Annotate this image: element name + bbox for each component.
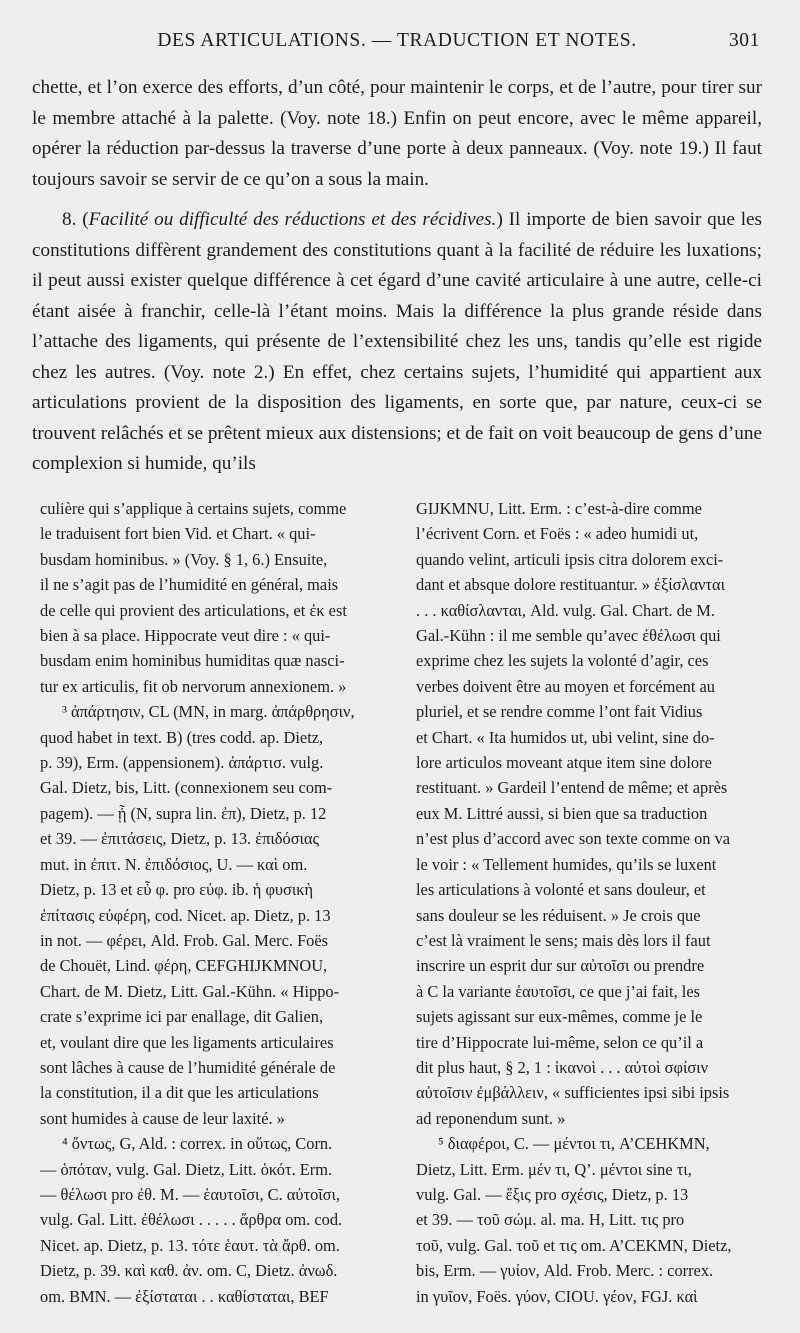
footnote-line: mut. in ἐπιτ. N. ἐπιδόσιος, U. — καὶ om. (40, 854, 308, 874)
footnote-line: Chart. de M. Dietz, Litt. Gal.-Kühn. « Hippo- (40, 981, 340, 1001)
footnote-line: sans douleur se les réduisent. » Je crois que (416, 905, 701, 925)
footnote-line: et 39. — τοῦ σώμ. al. ma. H, Litt. τις pro (416, 1210, 685, 1230)
footnote-line: busdam enim hominibus humiditas quæ nasci- (40, 651, 345, 671)
section-number: 8. ( (62, 209, 89, 230)
footnotes-left-column (40, 496, 386, 1309)
footnote-line: verbes doivent être au moyen et forcément au (416, 676, 716, 696)
footnote-line: sont humides à cause de leur laxité. » (40, 1108, 285, 1128)
footnote-line: Dietz, Litt. Erm. μέν τι, Q’. μέντοι sine τι, (416, 1159, 692, 1179)
footnote-line: . . . καθίσλανται, Ald. vulg. Gal. Chart. de M. (416, 600, 715, 620)
section-title: Facilité ou difficulté des réductions et des récidives. (88, 209, 497, 230)
footnote-line: GIJKMNU, Litt. Erm. : c’est-à-dire comme (416, 499, 702, 518)
page-number: 301 (728, 30, 760, 51)
footnote-line: tire d’Hippocrate lui-même, selon ce qu’il a (416, 1032, 704, 1052)
footnote-line: busdam hominibus. » (Voy. § 1, 6.) Ensuite, (40, 549, 328, 569)
paragraph-section-8 (32, 205, 762, 480)
footnote-line: ἐπίτασις εὐφέρη, cod. Nicet. ap. Dietz, p. 13 (40, 905, 331, 925)
footnote-line: tur ex articulis, fit ob nervorum annexionem. » (40, 676, 347, 696)
footnote-line: à C la variante ἑαυτοῖσι, ce que j’ai fait, les (416, 981, 701, 1001)
footnote-line: in not. — φέρει, Ald. Frob. Gal. Merc. Foës (40, 930, 329, 950)
footnote-line: p. 39), Erm. (appensionem). ἀπάρτισ. vulg. (40, 753, 324, 773)
footnote-line: ⁴ ὄντως, G, Ald. : correx. in οὕτως, Corn. (62, 1134, 333, 1154)
running-header (34, 30, 760, 52)
footnote-line: le voir : « Tellement humides, qu’ils se luxent (416, 854, 717, 874)
footnote-line: eux M. Littré aussi, si bien que sa traduction (416, 803, 708, 823)
footnote-line: il ne s’agit pas de l’humidité en général, mais (40, 575, 339, 595)
footnote-line: le traduisent fort bien Vid. et Chart. « qui- (40, 524, 316, 544)
footnote-line: c’est là vraiment le sens; mais dès lors il faut (416, 930, 711, 950)
footnote-line: lore articulos moveant atque item sine dolore (416, 753, 712, 773)
footnote-line: vulg. Gal. — ἕξις pro σχέσις, Dietz, p. 13 (416, 1184, 689, 1204)
footnote-line: — θέλωσι pro ἐθ. M. — ἑαυτοῖσι, C. αὐτοῖσι, (40, 1184, 341, 1204)
footnote-line: pagem). — ᾗ (N, supra lin. ἐπ), Dietz, p. 12 (40, 803, 327, 823)
paragraph-continuation: chette, et l’on exerce des efforts, d’un côté, pour maintenir le corps, et de l’autre, pour tirer sur le membre attaché à la palette. (Voy. note 18.) Enfin on peut encore, avec le même appareil, opérer la réduction par-dessus la traverse d’une porte à deux panneaux. (Voy. note 19.) Il faut toujours savoir se servir de ce qu’on a sous la main. (32, 77, 762, 190)
footnote-line: bien à sa place. Hippocrate veut dire : « qui- (40, 626, 331, 646)
footnote-line: Dietz, p. 13 et εὖ φ. pro εὐφ. ib. ἡ φυσικὴ (40, 880, 314, 900)
footnote-line: αὐτοῖσιν ἐμβάλλειν, « sufficientes ipsi sibi ipsis (416, 1083, 730, 1103)
footnote-line: l’écrivent Corn. et Foës : « adeo humidi ut, (416, 524, 699, 544)
footnotes (40, 496, 762, 1309)
main-text (32, 73, 762, 480)
footnote-line: sont lâches à cause de l’humidité générale de (40, 1057, 336, 1077)
running-title: DES ARTICULATIONS. — TRADUCTION ET NOTES. (157, 30, 637, 51)
footnote-line: inscrire un esprit dur sur αὐτοῖσι ou prendre (416, 956, 705, 976)
footnote-line: vulg. Gal. Litt. ἐθέλωσι . . . . . ἄρθρα om. cod. (40, 1210, 343, 1230)
footnote-line: τοῦ, vulg. Gal. τοῦ et τις om. A’CEKMN, Dietz, (416, 1235, 732, 1255)
footnote-line: sujets agissant sur eux-mêmes, comme je le (416, 1007, 703, 1027)
footnote-line: in γυῖον, Foës. γύον, CIOU. γέον, FGJ. καὶ (416, 1286, 698, 1306)
footnote-line: exprime chez les sujets la volonté d’agir, ces (416, 651, 709, 671)
footnote-line: culière qui s’applique à certains sujets, comme (40, 499, 347, 518)
footnote-line: Gal. Dietz, bis, Litt. (connexionem seu com- (40, 778, 333, 798)
footnote-line: les articulations à volonté et sans douleur, et (416, 880, 706, 900)
footnote-line: bis, Erm. — γυίον, Ald. Frob. Merc. : correx. (416, 1261, 714, 1281)
footnote-line: restituant. » Gardeil l’entend de même; et après (416, 778, 728, 798)
footnote-line: crate s’exprime ici par enallage, dit Galien, (40, 1007, 324, 1027)
section-text: ) Il importe de bien savoir que les constitutions diffèrent grandement des constitutions quant à la facilité de réduire les luxations; il peut aussi exister quelque différence à cet égard d’une cavité articulaire à une autre, celle-ci étant aisée à franchir, celle-là l’étant moins. Mais la différence la plus grande réside dans l’attache des ligaments, qui présente de l’extensibilité chez les uns, tandis qu’elle est rigide chez les autres. (Voy. note 2.) En effet, chez certains sujets, l’humidité qui appartient aux articulations provient de la disposition des ligaments, en sorte que, par nature, ceux-ci se trouvent relâchés et se prêtent mieux aux distensions; et de fait on voit beaucoup de gens d’une complexion si humide, qu’ils (32, 209, 763, 474)
footnote-line: ³ ἀπάρτησιν, CL (MN, in marg. ἀπάρθρησιν, (62, 702, 355, 722)
footnote-line: Dietz, p. 39. καὶ καθ. ἀν. om. C, Dietz. ἀνωδ. (40, 1261, 338, 1281)
footnote-line: la constitution, il a dit que les articulations (40, 1083, 319, 1103)
footnote-line: — ὁπόταν, vulg. Gal. Dietz, Litt. ὁκότ. Erm. (40, 1159, 333, 1179)
footnote-line: quando velint, articuli ipsis citra dolorem exci- (416, 549, 724, 569)
footnote-line: ⁵ διαφέροι, C. — μέντοι τι, A’CEHKMN, (438, 1134, 710, 1154)
footnote-line: dant et absque dolore restituantur. » ἐξίσλανται (416, 575, 726, 595)
footnote-line: om. BMN. — ἐξίσταται . . καθίσταται, BEF (40, 1286, 329, 1306)
footnote-line: et 39. — ἐπιτάσεις, Dietz, p. 13. ἐπιδόσιας (40, 829, 320, 849)
footnotes-right-column (416, 496, 762, 1309)
footnote-line: n’est plus d’accord avec son texte comme on va (416, 829, 731, 849)
footnote-line: ad reponendum sunt. » (416, 1108, 566, 1128)
footnote-line: pluriel, et se rendre comme l’ont fait Vidius (416, 702, 703, 722)
footnote-line: et Chart. « Ita humidos ut, ubi velint, sine do- (416, 727, 715, 747)
footnote-line: Gal.-Kühn : il me semble qu’avec ἐθέλωσι qui (416, 626, 721, 646)
footnote-line: Nicet. ap. Dietz, p. 13. τότε ἑαυτ. τὰ ἄρθ. om. (40, 1235, 340, 1255)
footnote-line: de Chouët, Lind. φέρη, CEFGHIJKMNOU, (40, 956, 328, 976)
footnote-line: dit plus haut, § 2, 1 : ἱκανοὶ . . . αὐτοὶ σφίσιν (416, 1057, 709, 1077)
footnote-line: de celle qui provient des articulations, et ἐκ est (40, 600, 347, 620)
footnote-line: et, voulant dire que les ligaments articulaires (40, 1032, 334, 1052)
footnote-line: quod habet in text. B) (tres codd. ap. Dietz, (40, 727, 324, 747)
